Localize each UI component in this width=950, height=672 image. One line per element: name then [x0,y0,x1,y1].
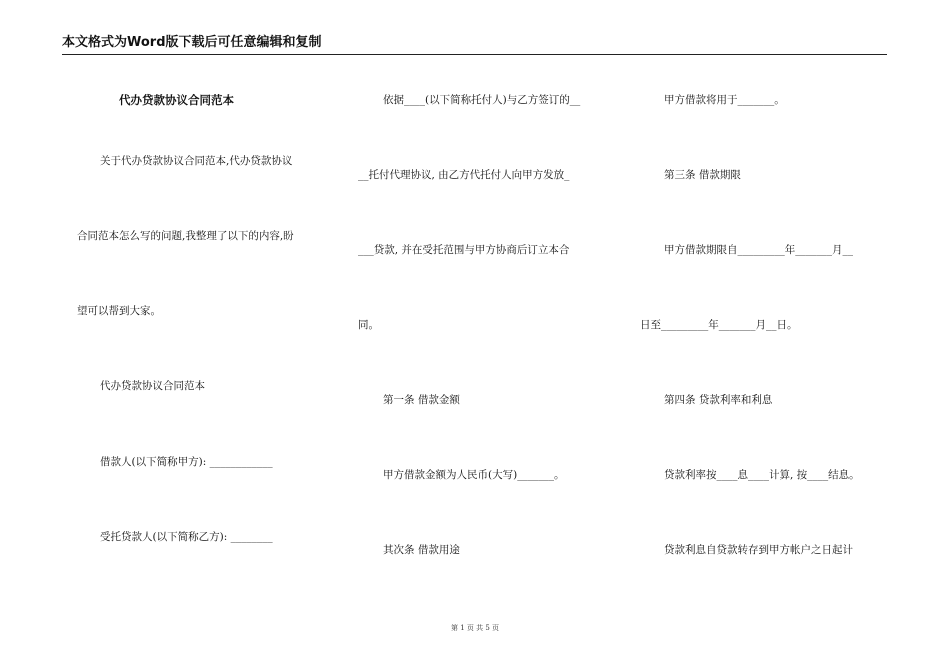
article-3-title: 第三条 借款期限 [664,169,741,181]
article-2-title: 其次条 借款用途 [383,544,460,556]
sub-title: 代办贷款协议合同范本 [100,380,205,392]
interest-line: 贷款利息自贷款转存到甲方帐户之日起计 [664,544,853,556]
document-header: 本文格式为Word版下载后可任意编辑和复制 [62,36,887,55]
col2-line-2: __托付代理协议, 由乙方代托付人向甲方发放_ [358,169,570,181]
term-line-2: 日至_________年_______月__日。 [640,319,798,331]
col2-line-1: 依据____(以下简称托付人)与乙方签订的__ [383,94,581,106]
article-1-title: 第一条 借款金额 [383,394,460,406]
term-line-1: 甲方借款期限自_________年_______月__ [664,244,853,256]
borrower-line: 借款人(以下简称甲方): ____________ [100,456,273,468]
document-title: 代办贷款协议合同范本 [119,93,234,107]
article-1-text: 甲方借款金额为人民币(大写)_______。 [383,469,565,481]
intro-line-1: 关于代办贷款协议合同范本,代办贷款协议 [100,155,293,167]
intro-line-3: 望可以帮到大家。 [77,305,161,317]
rate-line: 贷款利率按____息____计算, 按____结息。 [664,469,860,481]
agent-line: 受托贷款人(以下简称乙方): ________ [100,531,273,543]
col2-line-4: 同。 [358,319,379,331]
page-footer: 第 1 页 共 5 页 [450,624,500,632]
article-4-title: 第四条 贷款利率和利息 [664,394,773,406]
col2-line-3: ___贷款, 并在受托范围与甲方协商后订立本合 [358,244,570,256]
intro-line-2: 合同范本怎么写的问题,我整理了以下的内容,盼 [77,230,294,242]
purpose-line: 甲方借款将用于_______。 [664,94,785,106]
